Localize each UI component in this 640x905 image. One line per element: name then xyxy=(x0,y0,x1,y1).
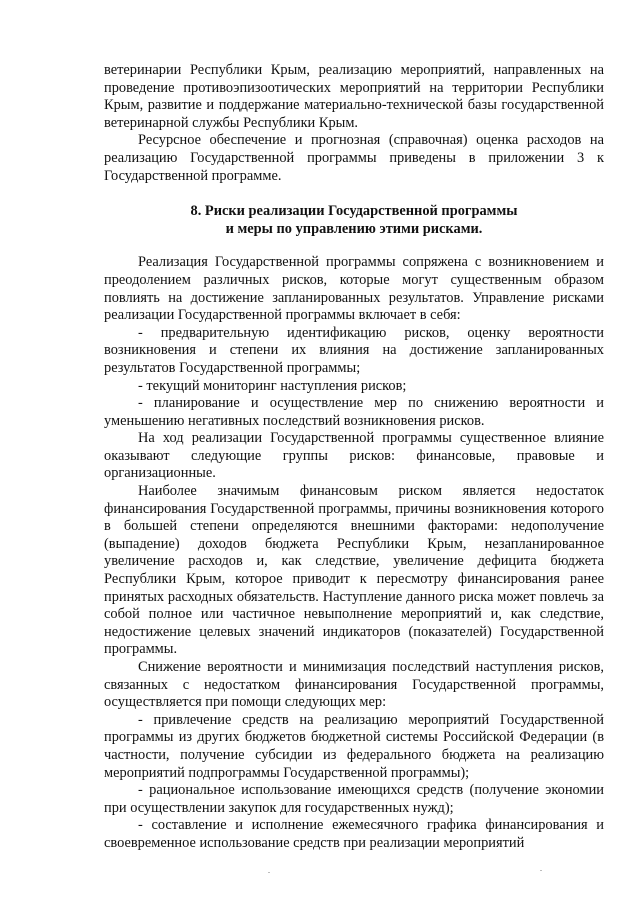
section-heading xyxy=(104,203,604,238)
paragraph-resource-provision: Ресурсное обеспечение и прогнозная (справочная) оценка расходов на реализацию Государственной программы приведены в приложении 3 к Государственной программе. xyxy=(104,132,604,184)
paragraph-risk-groups: На ход реализации Государственной программы существенное влияние оказывают следующие группы рисков: финансовые, правовые и организационные. xyxy=(104,430,604,482)
list-item-monthly-schedule: - составление и исполнение ежемесячного графика финансирования и своевременное использование средств при реализации мероприятий xyxy=(104,817,604,851)
list-item-risk-identification: - предварительную идентификацию рисков, оценку вероятности возникновения и степени их влияния на достижение запланированных результатов Государственной программы; xyxy=(104,324,604,376)
list-item-attract-funds: - привлечение средств на реализацию мероприятий Государственной программы из других бюджетов бюджетной системы Российской Федерации (в частности, получение субсидии из федерального бюджета на реализацию мероприятий подпрограммы Государственной программы); xyxy=(104,711,604,781)
paragraph-financial-risk: Наиболее значимым финансовым риском является недостаток финансирования Государственной программы, причины возникновения которого в большей степени определяются внешними факторами: недополучение (выпадение) доходов бюджета Республики Крым, незапланированное увеличение расходов и, как следствие, увеличение дефицита бюджета Республики Крым, которое приводит к пересмотру финансирования ранее принятых расходных обязательств. Наступление данного риска может повлечь за собой полное или частичное невыполнение мероприятий и, как следствие, недостижение целевых значений индикаторов (показателей) Государственной программы. xyxy=(104,483,604,658)
paragraph-veterinary-continuation: ветеринарии Республики Крым, реализацию мероприятий, направленных на проведение противоэпизоотических мероприятий на территории Республики Крым, развитие и поддержание материально-технической базы государственной ветеринарной службы Республики Крым. xyxy=(104,62,604,131)
list-item-risk-monitoring: - текущий мониторинг наступления рисков; xyxy=(138,377,407,394)
list-item-risk-mitigation-planning: - планирование и осуществление мер по снижению вероятности и уменьшению негативных последствий возникновения рисков. xyxy=(104,395,604,429)
section-heading-line-2: и меры по управлению этими рисками. xyxy=(225,220,483,237)
scan-noise xyxy=(0,870,640,880)
section-heading-line-1: 8. Риски реализации Государственной программы xyxy=(190,203,518,220)
paragraph-risk-reduction-measures: Снижение вероятности и минимизация последствий наступления рисков, связанных с недостатком финансирования Государственной программы, осуществляется при помощи следующих мер: xyxy=(104,659,604,711)
list-item-rational-use: - рациональное использование имеющихся средств (получение экономии при осуществлении закупок для государственных нужд); xyxy=(104,782,604,816)
paragraph-risk-management-intro: Реализация Государственной программы сопряжена с возникновением и преодолением различных рисков, которые могут существенным образом повлиять на достижение запланированных результатов. Управление рисками реализации Государственной программы включает в себя: xyxy=(104,254,604,324)
